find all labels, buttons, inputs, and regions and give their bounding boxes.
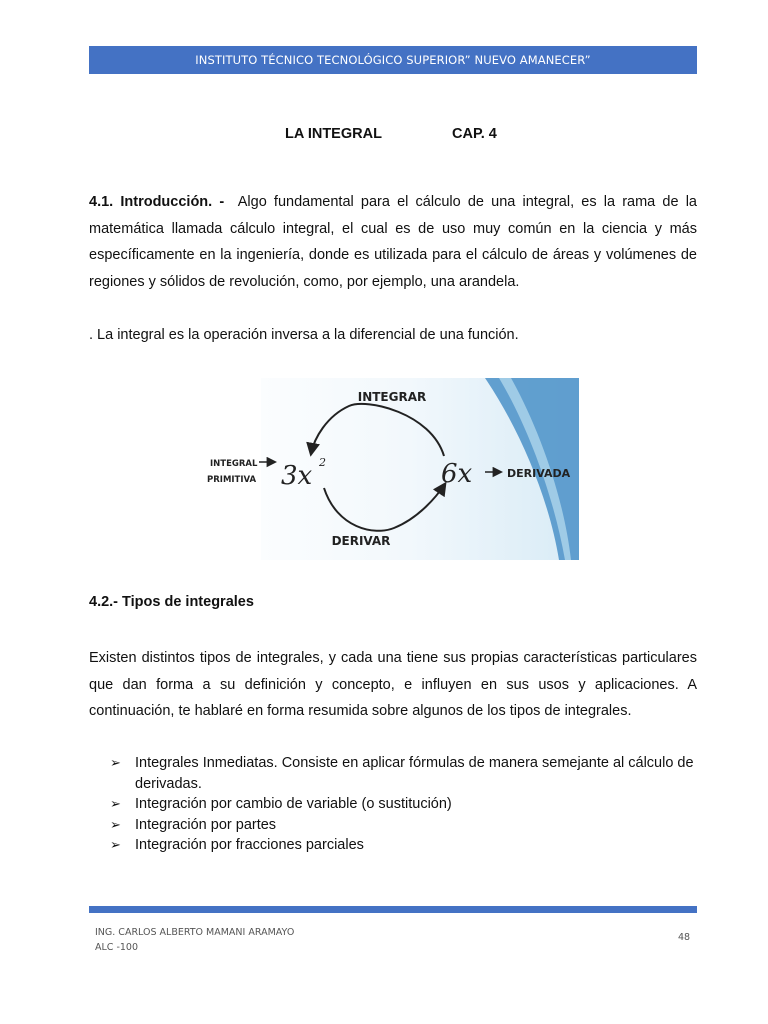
figure-expr-3x: 3x xyxy=(281,461,313,491)
section2-paragraph: Existen distintos tipos de integrales, y cada una tiene sus propias características particulares que dan forma a su definición y concepto, e influyen en sus usos y aplicaciones. A continuación, te hablaré en forma resumida sobre algunos de los tipos de integrales. xyxy=(89,650,697,719)
figure-expr-exponent: 2 xyxy=(319,456,326,469)
integral-derivative-figure xyxy=(199,378,579,560)
intro-paragraph xyxy=(89,189,697,295)
integral-types-list xyxy=(105,753,697,856)
footer-course: ALC -100 xyxy=(95,942,139,953)
header-bar xyxy=(89,46,697,74)
figure-label-derivar: DERIVAR xyxy=(331,534,391,548)
section2-heading: 4.2.- Tipos de integrales xyxy=(89,594,254,610)
bullet-arrow-icon: ➢ xyxy=(110,796,121,811)
footer-bar xyxy=(89,906,697,913)
list-item: ➢ Integrales Inmediatas. Consiste en aplicar fórmulas de manera semejante al cálculo de derivadas. xyxy=(110,755,694,792)
footer-info xyxy=(95,925,294,955)
institute-name: INSTITUTO TÉCNICO TECNOLÓGICO SUPERIOR” NUEVO AMANECER” xyxy=(195,53,591,67)
figure-label-integrar: INTEGRAR xyxy=(357,390,427,404)
figure-label-integral: INTEGRAL xyxy=(210,459,258,469)
list-item: ➢ Integración por cambio de variable (o sustitución) xyxy=(105,794,697,815)
figure-label-primitiva: PRIMITIVA xyxy=(207,475,257,485)
list-item: ➢ Integración por fracciones parciales xyxy=(105,835,697,856)
page-number: 48 xyxy=(678,932,691,943)
bullet-arrow-icon: ➢ xyxy=(110,755,121,770)
figure-expr-6x: 6x xyxy=(441,459,473,489)
bullet-arrow-icon: ➢ xyxy=(110,816,121,832)
title-chapter: CAP. 4 xyxy=(452,126,497,142)
title-main: LA INTEGRAL xyxy=(285,126,382,142)
bullet-arrow-icon: ➢ xyxy=(110,837,121,852)
footer-author: ING. CARLOS ALBERTO MAMANI ARAMAYO xyxy=(95,927,295,938)
inverse-note: . La integral es la operación inversa a la diferencial de una función. xyxy=(89,327,519,343)
figure-label-derivada: DERIVADA xyxy=(507,467,571,480)
intro-heading: 4.1. Introducción. - xyxy=(89,194,225,210)
intro-body: Algo fundamental para el cálculo de una integral, es la rama de la matemática llamada cálculo integral, el cual es de uso muy común en la ciencia y más específicamente en la ingeniería, donde es utilizada para el cálculo de áreas y volúmenes de regiones y sólidos de revolución, como, por ejemplo, una arandela. xyxy=(89,194,697,290)
list-item: ➢ Integración por partes xyxy=(105,815,697,836)
